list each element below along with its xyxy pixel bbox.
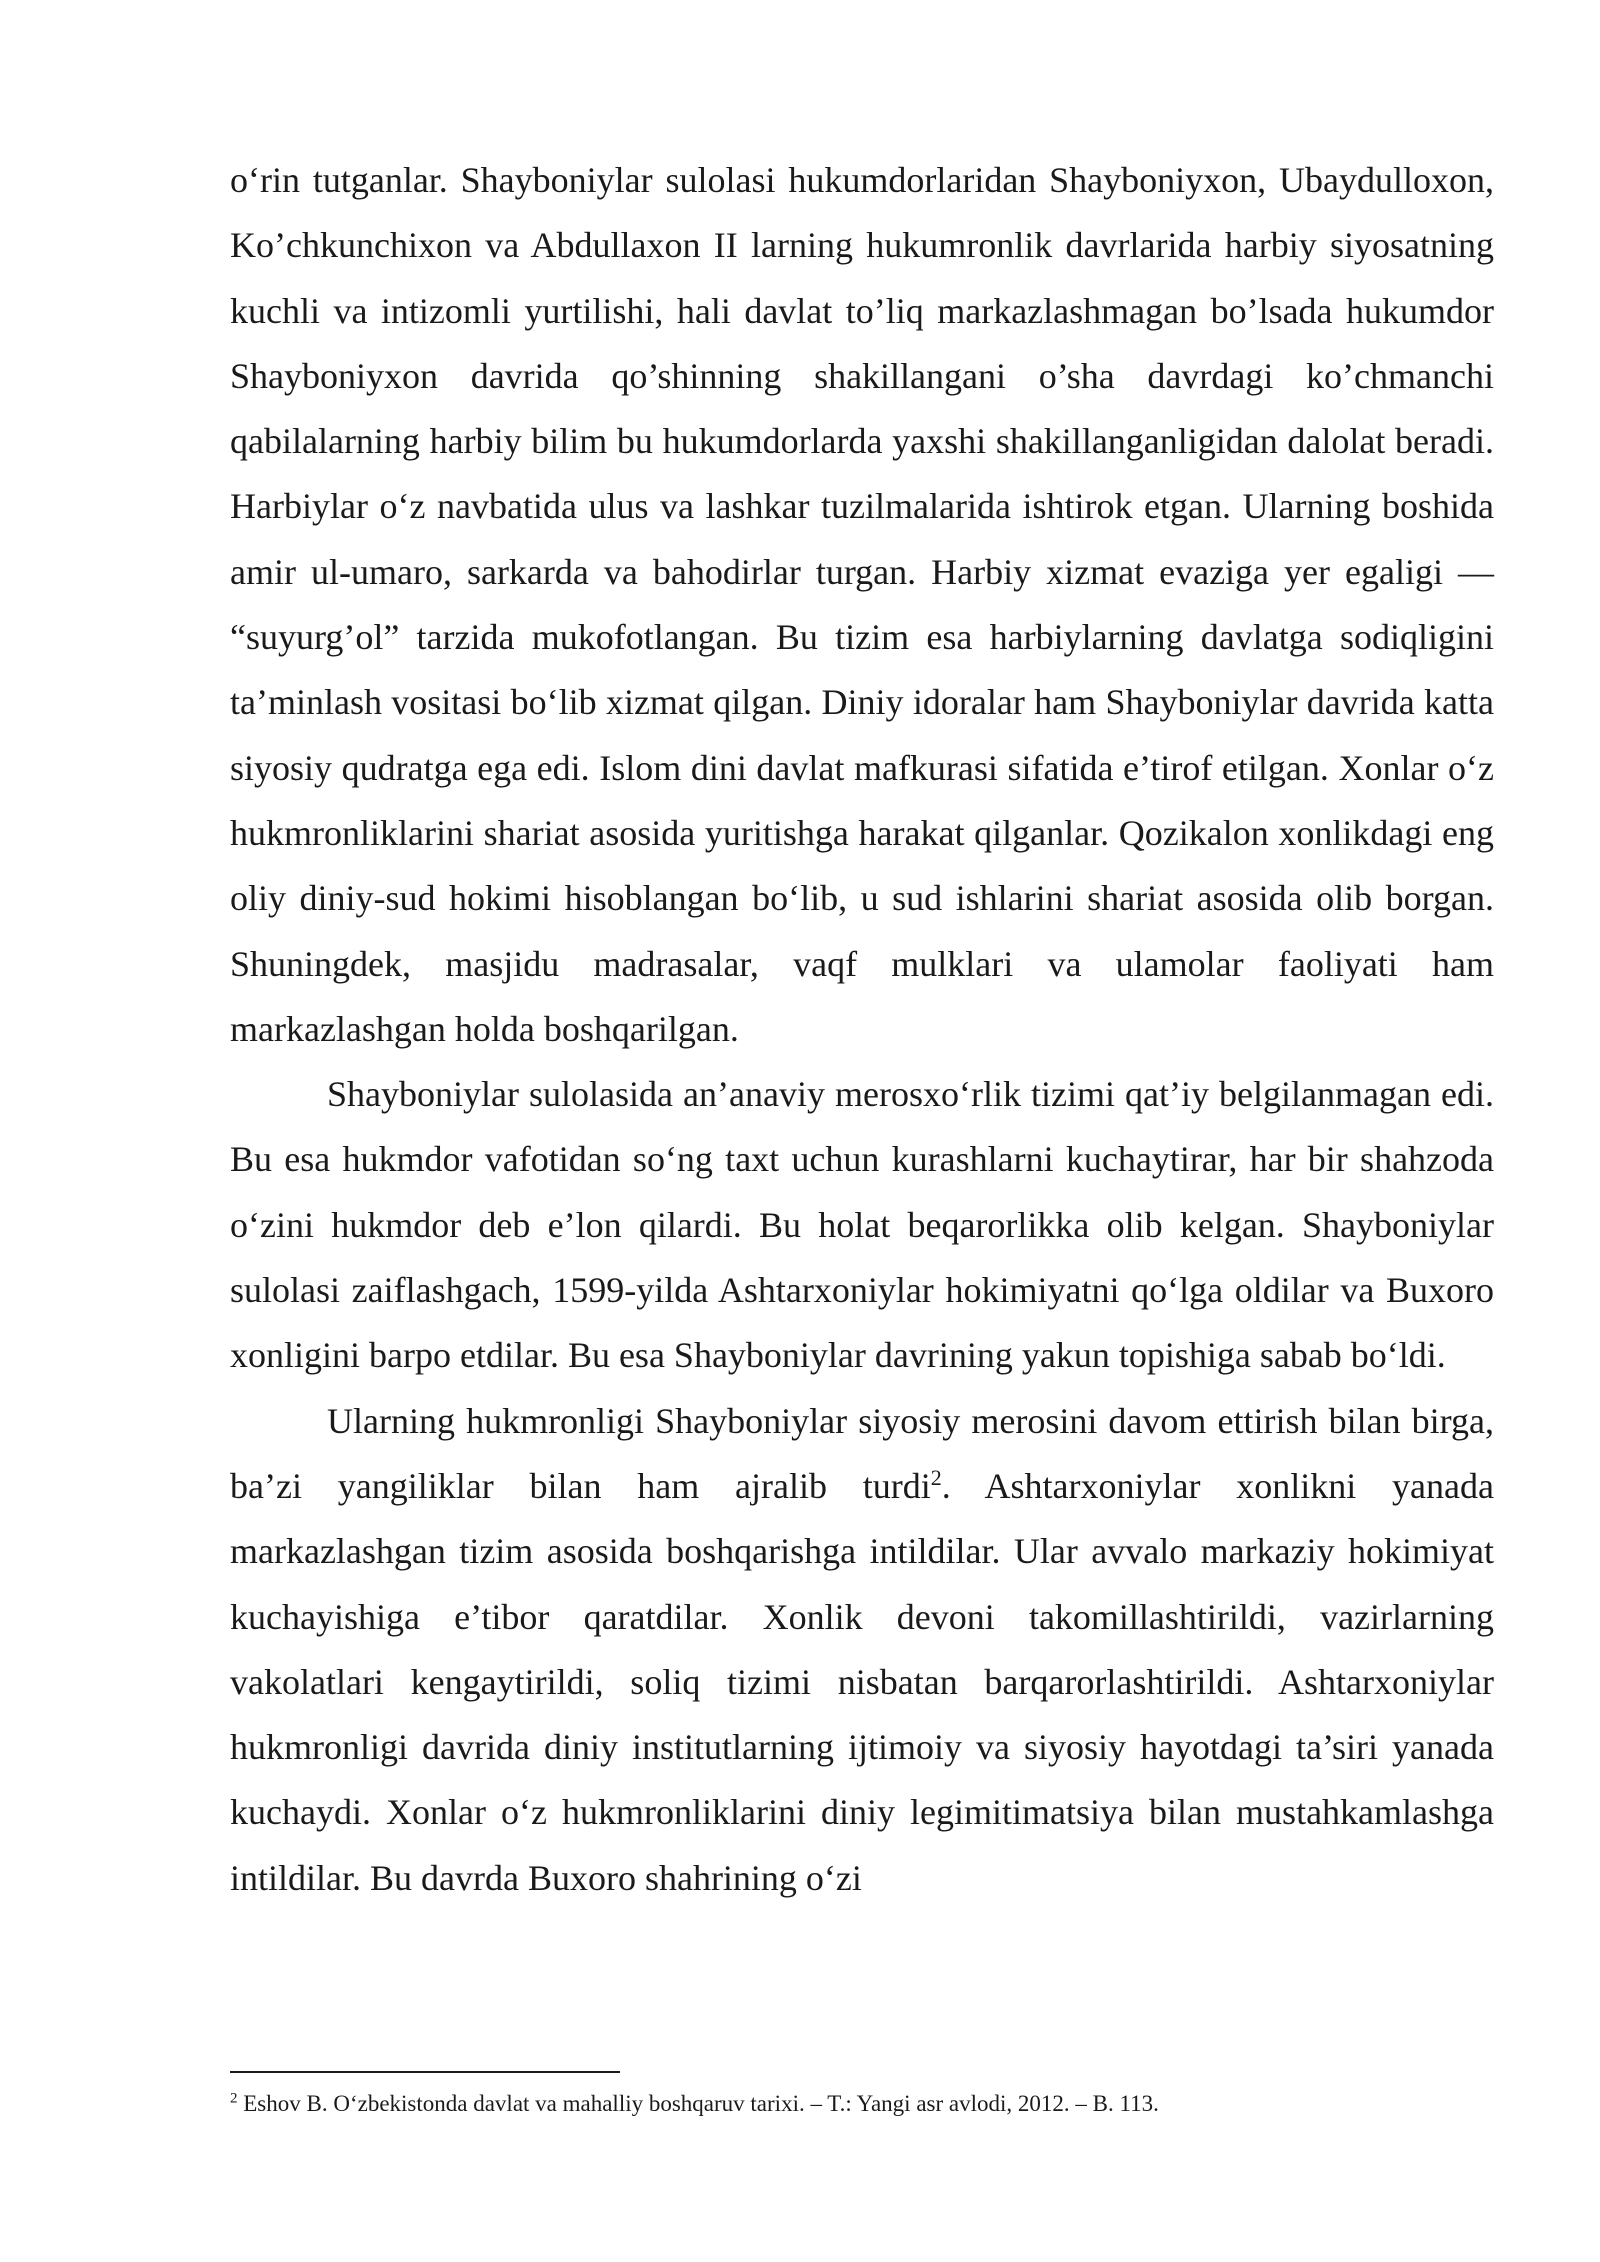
paragraph-3 bbox=[230, 1389, 1494, 1911]
body-text bbox=[230, 148, 1494, 1911]
paragraph-2: Shayboniylar sulolasida an’anaviy merosxo‘rlik tizimi qat’iy belgilanmagan edi. Bu esa hukmdor vafotidan so‘ng taxt uchun kurashlarni kuchaytirar, har bir shahzoda o‘zini hukmdor deb e’lon qilardi. Bu holat beqarorlikka olib kelgan. Shayboniylar sulolasi zaiflashgach, 1599-yilda Ashtarxoniylar hokimiyatni qo‘lga oldilar va Buxoro xonligini barpo etdilar. Bu esa Shayboniylar davrining yakun topishiga sabab bo‘ldi. bbox=[230, 1074, 1494, 1376]
footnote-reference: 2 bbox=[930, 1464, 942, 1490]
footnote-separator bbox=[230, 2071, 620, 2073]
footnote bbox=[230, 2088, 1494, 2120]
footnote-text: Eshov B. O‘zbekistonda davlat va mahalliy boshqaruv tarixi. – T.: Yangi asr avlodi, 2012. – B. 113. bbox=[237, 2091, 1159, 2116]
paragraph-3-text-end: . Ashtarxoniylar xonlikni yanada markazlashgan tizim asosida boshqarishga intildilar. Ular avvalo markaziy hokimiyat kuchayishiga e’tibor qaratdilar. Xonlik devoni takomillashtirildi, vazirlarning vakolatlari kengaytirildi, soliq tizimi nisbatan barqarorlashtirildi. Ashtarxoniylar hukmronligi davrida diniy institutlarning ijtimoiy va siyosiy hayotdagi ta’siri yanada kuchaydi. Xonlar o‘z hukmronliklarini diniy legimitimatsiya bilan mustahkamlashga intildilar. Bu davrda Buxoro shahrining o‘zi bbox=[230, 1465, 1494, 1898]
paragraph-3-text-start: Ularning hukmronligi Shayboniylar siyosiy merosini davom ettirish bilan birga, ba’zi yangiliklar bilan ham ajralib turdi bbox=[230, 1400, 1494, 1506]
footnote-number: 2 bbox=[230, 2090, 238, 2107]
paragraph-1: o‘rin tutganlar. Shayboniylar sulolasi hukumdorlaridan Shayboniyxon, Ubaydulloxon, Ko’chkunchixon va Abdullaxon II larning hukumronlik davrlarida harbiy siyosatning kuchli va intizomli yurtilishi, hali davlat to’liq markazlashmagan bo’lsada hukumdor Shayboniyxon davrida qo’shinning shakillangani o’sha davrdagi ko’chmanchi qabilalarning harbiy bilim bu hukumdorlarda yaxshi shakillanganligidan dalolat beradi. Harbiylar o‘z navbatida ulus va lashkar tuzilmalarida ishtirok etgan. Ularning boshida amir ul-umaro, sarkarda va bahodirlar turgan. Harbiy xizmat evaziga yer egaligi — “suyurg’ol” tarzida mukofotlangan. Bu tizim esa harbiylarning davlatga sodiqligini ta’minlash vositasi bo‘lib xizmat qilgan. Diniy idoralar ham Shayboniylar davrida katta siyosiy qudratga ega edi. Islom dini davlat mafkurasi sifatida e’tirof etilgan. Xonlar o‘z hukmronliklarini shariat asosida yuritishga harakat qilganlar. Qozikalon xonlikdagi eng oliy diniy-sud hokimi hisoblangan bo‘lib, u sud ishlarini shariat asosida olib borgan. Shuningdek, masjidu madrasalar, vaqf mulklari va ulamolar faoliyati ham markazlashgan holda boshqarilgan. bbox=[230, 160, 1494, 1049]
